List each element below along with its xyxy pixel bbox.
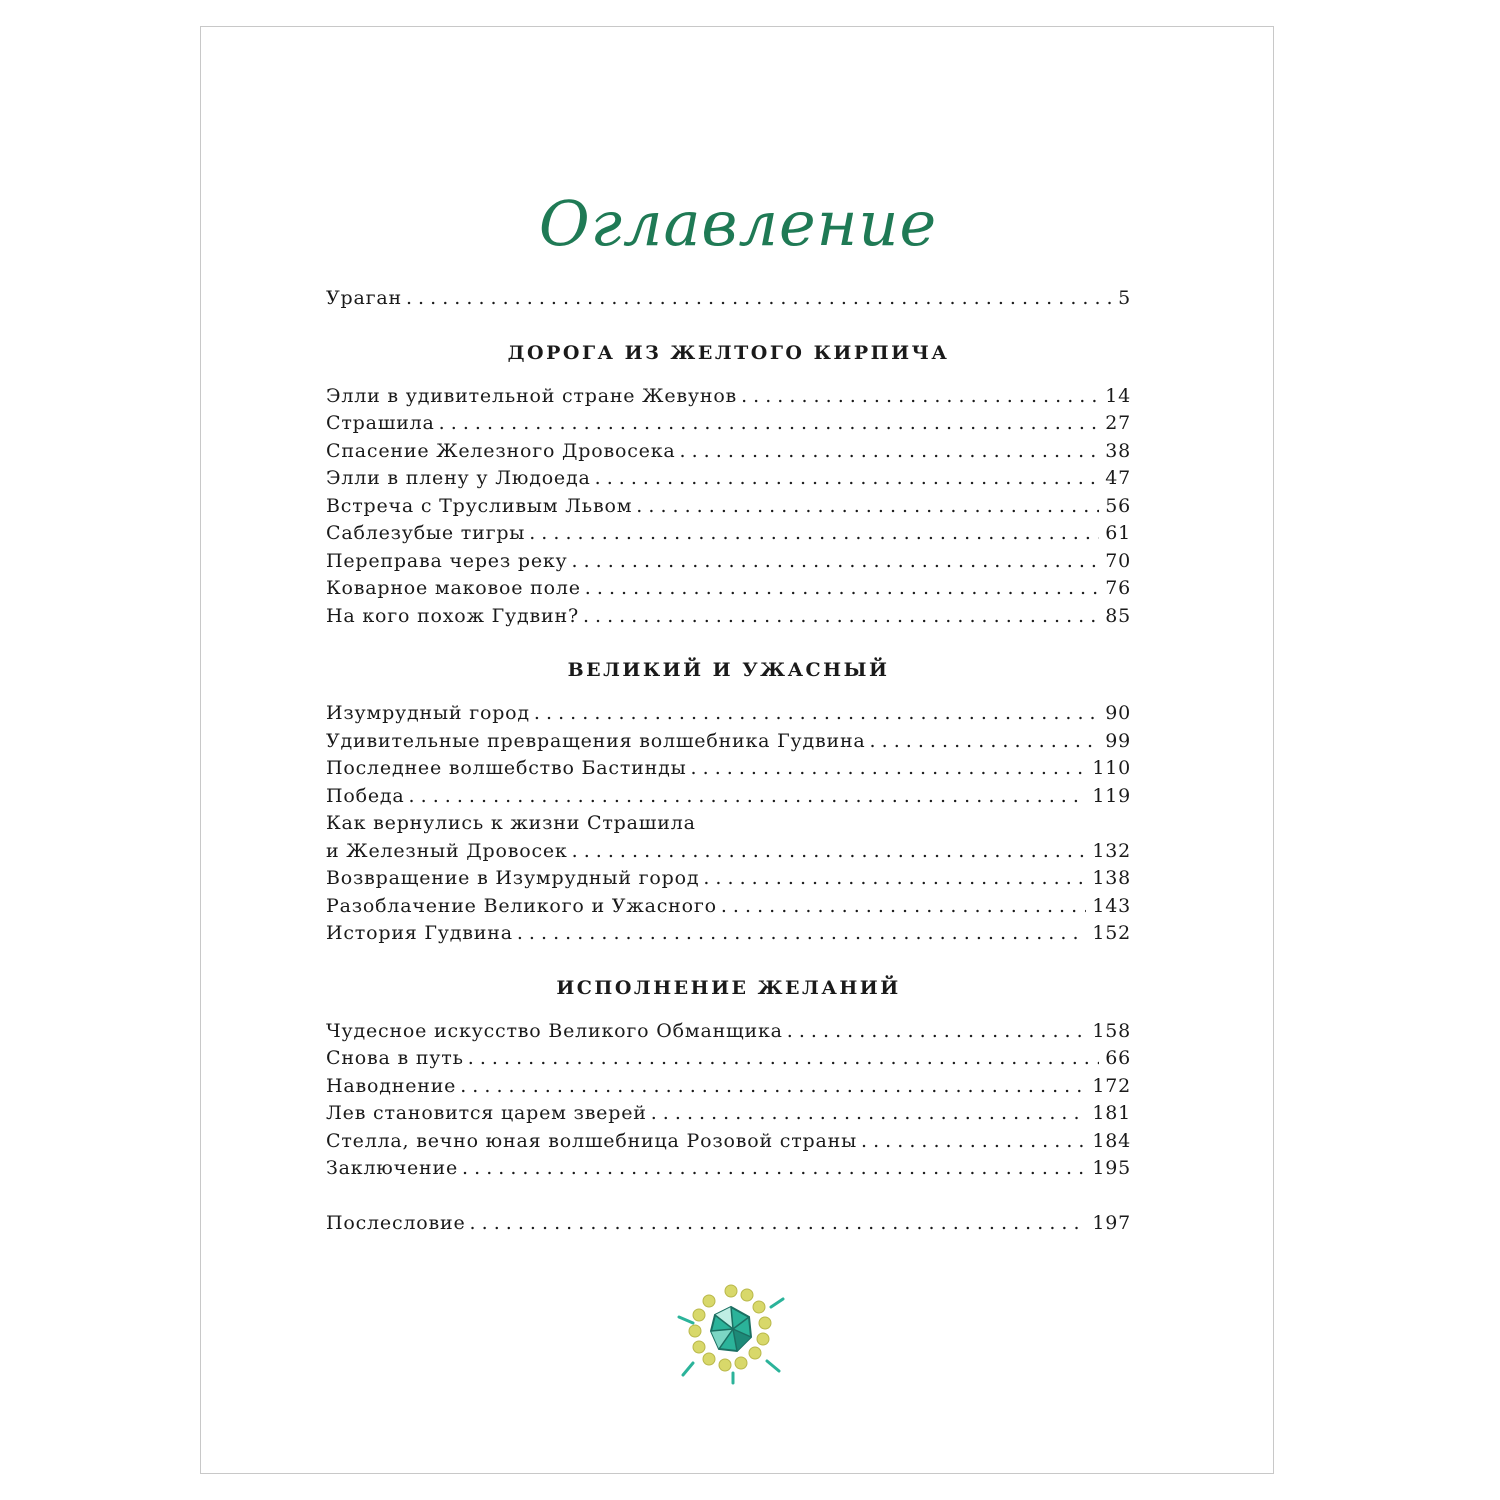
dot-leader [534,700,1099,728]
book-page [200,26,1274,1474]
dot-leader [680,438,1100,466]
toc-entry-label: Последнее волшебство Бастинды [326,757,687,779]
toc-entry-intro [326,285,1131,313]
toc-entry-label: Ураган [326,287,402,309]
toc-entry-page: 14 [1105,384,1131,407]
toc-entry-label: Саблезубые тигры [326,522,526,544]
toc-entry [326,1100,1131,1128]
toc-entry-label: Разоблачение Великого и Ужасного [326,894,717,917]
toc-entry-label: На кого похож Гудвин? [326,604,579,627]
dot-leader [741,383,1099,411]
dot-leader [517,920,1087,948]
section-heading: ИСПОЛНЕНИЕ ЖЕЛАНИЙ [556,976,901,999]
dot-leader [462,1155,1086,1183]
dot-leader [861,1128,1086,1156]
toc-entry-label: Удивительные превращения волшебника Гудвина [326,729,866,752]
toc-entry [326,465,1131,493]
toc-entry-label: Возвращение в Изумрудный город [326,867,700,889]
dot-leader [721,893,1086,921]
toc-entry [326,383,1131,411]
dot-leader [595,465,1100,493]
toc-entry [326,893,1131,921]
dot-leader [470,1210,1087,1238]
toc-entry [326,410,1131,438]
toc-entry [326,700,1131,728]
toc-entry-label: Победа [326,784,405,807]
toc-entry [326,520,1131,548]
toc-entry-label: Коварное маковое поле [326,577,581,599]
toc-entry-label: Страшила [326,412,435,434]
toc-entry [326,575,1131,603]
toc-entry-page: 5 [1118,287,1131,309]
toc-entry-label: Переправа через реку [326,549,568,572]
toc-entry-page: 76 [1105,577,1131,599]
toc-entry-page: 99 [1105,729,1131,752]
dot-leader [572,548,1100,576]
toc-entry-page: 197 [1092,1211,1131,1234]
toc-entry-label: Стелла, вечно юная волшебница Розовой страны [326,1129,857,1152]
toc-entry-label: Элли в плену у Людоеда [326,467,591,489]
toc-entry-label: Наводнение [326,1074,457,1097]
toc-entry-page: 27 [1105,412,1131,434]
toc-entry-page: 85 [1105,604,1131,627]
toc-entry-page: 184 [1092,1129,1131,1152]
toc-entry-label: Чудесное искусство Великого Обманщика [326,1019,783,1042]
toc-sections [326,313,1131,1183]
toc-entry-label: Заключение [326,1157,459,1179]
toc-entry-label: Послесловие [326,1211,466,1234]
toc-entry [326,1128,1131,1156]
toc-entry-page: 56 [1105,494,1131,517]
toc-entry-page: 47 [1105,467,1131,489]
toc-entry-page: 61 [1105,522,1131,544]
toc-entry-label: Элли в удивительной стране Жевунов [326,384,738,407]
toc-entry-page: 38 [1105,439,1131,462]
toc-entry [326,920,1131,948]
table-of-contents [326,285,1131,1237]
toc-entry-label: Лев становится царем зверей [326,1102,647,1124]
dot-leader [409,783,1087,811]
toc-entry-page: 158 [1092,1019,1131,1042]
section-heading: ВЕЛИКИЙ И УЖАСНЫЙ [567,659,890,681]
toc-entry [326,1018,1131,1046]
toc-entry-page: 138 [1092,867,1131,889]
dot-leader [439,410,1100,438]
toc-entry [326,438,1131,466]
dot-leader [636,493,1099,521]
toc-entry-label: Как вернулись к жизни Страшила [326,812,696,834]
dot-leader [585,575,1099,603]
dot-leader [529,520,1099,548]
dot-leader [703,865,1086,893]
toc-entry [326,1073,1131,1101]
dot-leader [406,285,1112,313]
toc-entry [326,783,1131,811]
toc-entry-label: и Железный Дровосек [326,839,568,862]
toc-entry [326,838,1131,866]
toc-entry-page: 119 [1092,784,1131,807]
page-title: Оглавление [538,187,938,260]
toc-entry-page: 132 [1092,839,1131,862]
toc-entry-page: 66 [1105,1047,1131,1069]
toc-entry [326,1045,1131,1073]
toc-entry-label: Встреча с Трусливым Львом [326,494,633,517]
toc-entry-page: 70 [1105,549,1131,572]
dot-leader [583,603,1099,631]
toc-entry-afterword [326,1210,1131,1238]
toc-entry-page: 172 [1092,1074,1131,1097]
toc-entry [326,603,1131,631]
toc-entry-label: Снова в путь [326,1047,464,1069]
dot-leader [651,1100,1087,1128]
dot-leader [691,755,1087,783]
dot-leader [787,1018,1087,1046]
toc-entry [326,548,1131,576]
toc-entry-label: История Гудвина [326,922,513,944]
toc-entry-page: 181 [1092,1102,1131,1124]
toc-entry [326,728,1131,756]
toc-entry-page: 195 [1092,1157,1131,1179]
toc-entry-label: Спасение Железного Дровосека [326,439,676,462]
dot-leader [572,838,1087,866]
toc-entry [326,493,1131,521]
dot-leader [460,1073,1086,1101]
toc-entry [326,810,1131,838]
toc-entry-label: Изумрудный город [326,702,530,724]
toc-entry-page: 110 [1092,757,1131,779]
dot-leader [468,1045,1099,1073]
toc-entry [326,1155,1131,1183]
dot-leader [870,728,1100,756]
toc-entry-page: 143 [1092,894,1131,917]
section-heading: ДОРОГА ИЗ ЖЕЛТОГО КИРПИЧА [507,341,950,364]
toc-entry-page: 152 [1092,922,1131,944]
toc-entry-page: 90 [1105,702,1131,724]
toc-entry [326,865,1131,893]
emerald-ornament-icon [671,1277,791,1387]
toc-entry [326,755,1131,783]
